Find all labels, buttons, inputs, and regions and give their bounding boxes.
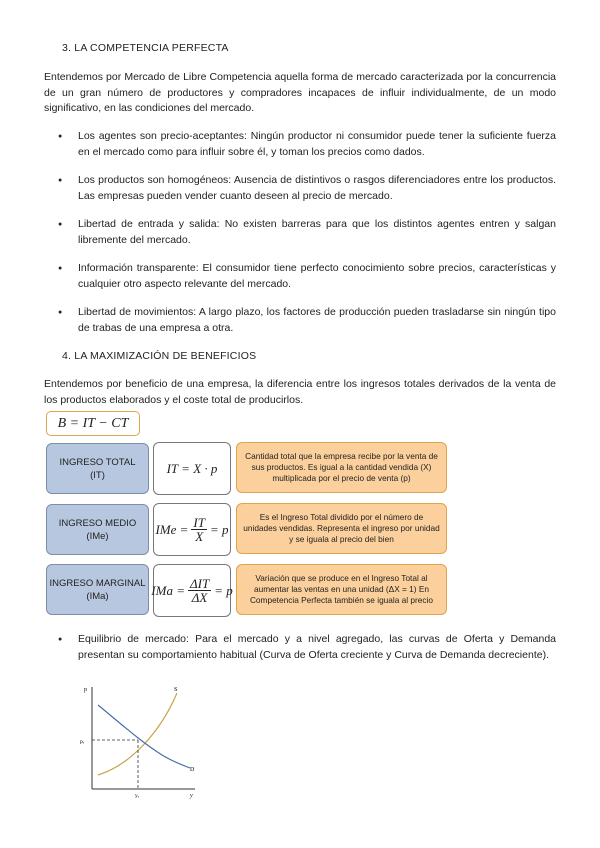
supply-demand-graph: [70, 683, 210, 801]
bullet-list-competencia: [58, 129, 556, 336]
bullet-equilibrio-mercado: ● Equilibrio de mercado: Para el mercado y a nivel agregado, las curvas de Oferta y Demanda presentan su comportamiento habitual (Curva de Oferta creciente y Curva de Demanda decreciente).: [58, 632, 556, 663]
formula-lhs: IT = X · p: [166, 460, 218, 476]
bullet-informacion-transparente: ● Información transparente: El consumidor tiene perfecto conocimiento sobre precios, características y cualquier otro aspecto relevante del mercado.: [58, 261, 556, 292]
concept-ingreso-marginal: [46, 564, 149, 615]
equilibrium-quantity-label: yₑ: [135, 793, 140, 799]
formula-fraction: [188, 577, 211, 604]
formula-ingreso-marginal: [153, 564, 231, 617]
section-4-heading: 4. LA MAXIMIZACIÓN DE BENEFICIOS: [62, 350, 257, 362]
fraction-denominator: ΔX: [191, 590, 208, 605]
formula-ingreso-medio: [153, 503, 231, 556]
supply-curve: [98, 693, 177, 775]
formula-fraction: [191, 516, 207, 543]
fraction-numerator: ΔIT: [189, 576, 210, 591]
demand-curve: [98, 705, 190, 768]
concept-ingreso-medio: [46, 504, 149, 555]
bullet-precio-aceptantes: ● Los agentes son precio-aceptantes: Ningún productor ni consumidor puede tener la suficiente fuerza en el mercado como para influir sobre él, y toman los precios como dados.: [58, 129, 556, 160]
concept-abbr: (IMe): [86, 530, 109, 542]
section-3-heading: 3. LA COMPETENCIA PERFECTA: [62, 42, 229, 54]
concept-name: INGRESO MEDIO: [58, 517, 137, 529]
concept-ingreso-total: [46, 443, 149, 494]
formula-lhs: IMe =: [155, 521, 189, 537]
fraction-numerator: IT: [193, 515, 205, 530]
desc-ingreso-marginal: Variación que se produce en el Ingreso Total al aumentar las ventas en una unidad (ΔX = 1) En Competencia Perfecta también se iguala al precio: [236, 564, 447, 615]
fraction-denominator: X: [195, 529, 204, 544]
equilibrium-price-label: pₑ: [80, 739, 85, 745]
desc-ingreso-total: Cantidad total que la empresa recibe por la venta de sus productos. Es igual a la cantidad vendida (X) multiplicada por el precio de venta (p): [236, 442, 447, 493]
y-axis-label: p: [84, 687, 87, 693]
intro-paragraph-beneficios: Entendemos por beneficio de una empresa, la diferencia entre los ingresos totales derivados de la venta de los productos elaborados y el coste total de producirlos.: [44, 378, 556, 406]
formula-rhs: = p: [209, 521, 229, 537]
x-axis-label: y: [190, 793, 193, 799]
bullet-productos-homogeneos: ● Los productos son homogéneos: Ausencia de distintivos o rasgos diferenciadores entre los productos. Las empresas pueden vender cuanto deseen al precio de mercado.: [58, 173, 556, 204]
bullet-list-equilibrio: [58, 632, 556, 663]
concept-name: INGRESO MARGINAL: [49, 577, 146, 589]
concept-abbr: (IMa): [86, 590, 109, 602]
formula-beneficio: B = IT − CT: [46, 411, 140, 436]
concept-name: INGRESO TOTAL: [59, 456, 136, 468]
formula-rhs: = p: [214, 582, 233, 598]
concept-abbr: (IT): [90, 469, 105, 481]
formula-ingreso-total: [153, 442, 231, 495]
bullet-libertad-entrada: ● Libertad de entrada y salida: No existen barreras para que los distintos agentes entren y salgan libremente del mercado.: [58, 217, 556, 248]
bullet-libertad-movimientos: ● Libertad de movimientos: A largo plazo, los factores de producción pueden trasladarse sin ningún tipo de trabas de una empresa a otra.: [58, 305, 556, 336]
desc-ingreso-medio: Es el Ingreso Total dividido por el número de unidades vendidas. Representa el ingreso por unidad y se iguala al precio del bien: [236, 503, 447, 554]
supply-label: S: [174, 687, 178, 693]
intro-paragraph-competencia: Entendemos por Mercado de Libre Competencia aquella forma de mercado caracterizada por la concurrencia de un gran número de productores y compradores incapaces de influir individualmente, de un modo significativo, en las condiciones del mercado.: [44, 71, 556, 114]
demand-label: D: [190, 767, 195, 773]
formula-lhs: IMa =: [151, 582, 185, 598]
